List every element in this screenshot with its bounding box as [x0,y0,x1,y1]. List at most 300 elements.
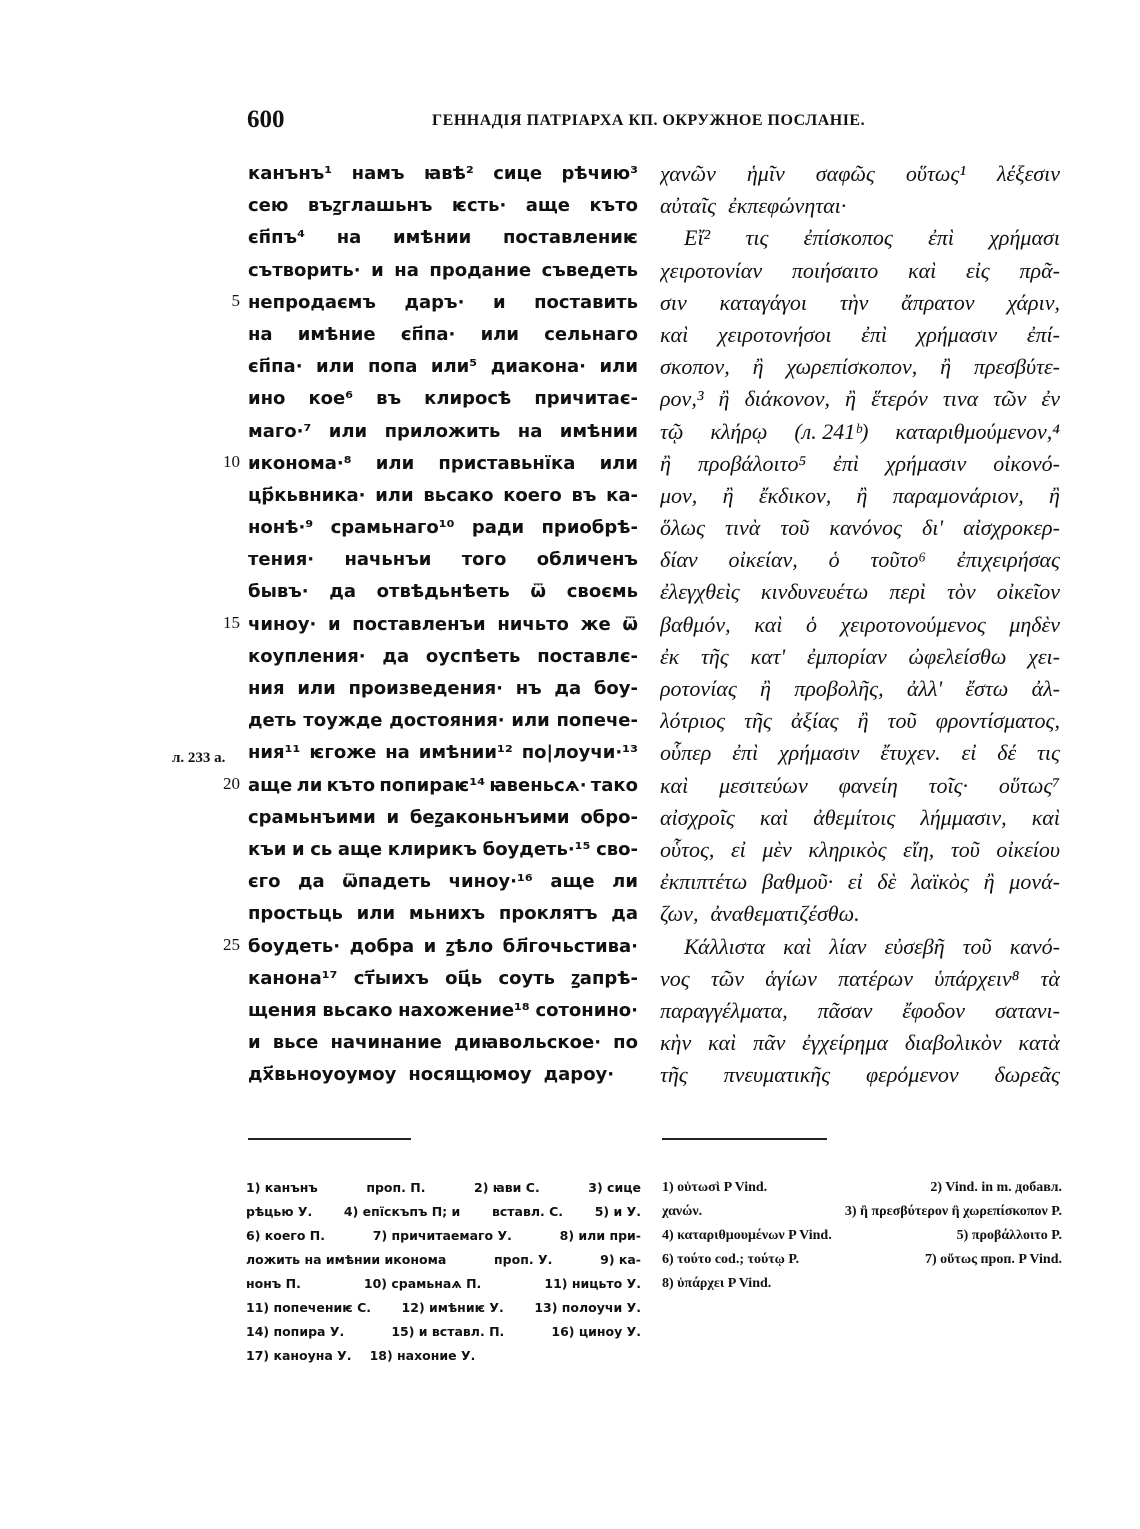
word: ἢ [857,708,869,734]
word: εἰς [966,257,990,283]
word: νος [660,965,690,991]
word: боу- [593,678,638,699]
text-line [248,448,638,480]
text-line [660,609,1060,641]
word: οἰκείαν, [728,547,798,573]
word: вьсако [322,999,393,1021]
word: καὶ [660,772,689,798]
word: εἴη, [903,836,935,862]
word: клиросѣ [424,388,512,410]
word: καὶ [708,1030,737,1056]
word: єго [248,871,281,893]
word: χανών. [662,1204,703,1219]
word: имѣнии [393,227,472,249]
word: πρεσβύτε- [973,354,1060,380]
word: 7) причитаемаго У. [372,1228,512,1243]
word: τῆς [701,643,729,669]
word: имѣнии [559,420,638,442]
text-line [660,480,1060,512]
word: єп҃па· [400,323,456,345]
word: χάριν, [1007,289,1060,315]
word: ἢ [752,354,764,380]
word: κινδυνευέτω [760,579,869,605]
word: ἢ [718,386,730,412]
word: τὰ [1040,965,1060,991]
word: εἰ [847,869,863,895]
word: ποιήσαιτο [791,257,879,283]
word: канона¹⁷ [248,967,338,989]
word: δι' [922,515,944,541]
word: 4) καταριθμουμένων P Vind. [662,1228,832,1243]
word: срамьнъими [248,806,376,828]
word: περὶ [889,579,926,605]
word: причитає- [534,388,638,410]
word: δὲ [877,869,897,895]
text-line [660,834,1060,866]
word: κανό- [1009,933,1060,959]
word: поставлє- [537,645,638,667]
word: πατέρων [838,965,914,991]
word: εἰ [961,740,977,766]
word: маго·⁷ [248,420,312,442]
word: ζων, [660,901,699,927]
word: τοῦ [780,515,810,541]
word: ἐπίσκοπος [803,225,893,251]
word: нонѣ·⁹ [248,517,314,539]
word: аще [525,195,571,217]
word: σαφῶς [815,161,875,186]
word: 10) срамьнаѧ П. [363,1276,482,1291]
word: ἐπιχειρήσας [956,547,1060,573]
word: ка- [606,484,638,506]
word: нонъ П. [246,1276,301,1291]
word: начьнъи [344,549,432,571]
word: дароу· [543,1064,615,1086]
word: φροντίσματος, [935,708,1060,734]
word: ροτονίας [660,676,737,701]
greek-column [660,158,1060,1091]
text-line [248,866,638,898]
word: поставленъи [352,613,486,635]
word: τις [745,225,769,251]
word: проп. П. [366,1180,426,1195]
text-line [660,931,1060,963]
word: поставлениѥ [502,227,638,249]
word: въꙁглашьнъ [307,195,433,217]
word: λίαν [829,933,867,959]
word: на [248,323,273,345]
word: или [375,452,415,474]
word: χειροτονίαν [660,257,763,283]
word: τοῖς· [928,772,969,798]
word: нъ [515,678,542,699]
word: бывъ· [248,581,309,603]
word: къто [326,774,376,796]
word: поставить [534,291,638,313]
word: или [511,710,550,732]
text-line [248,319,638,351]
text-line [660,319,1060,351]
word: λήμμασιν, [920,804,1007,830]
text-line [248,416,638,448]
word: τὸν [946,579,976,605]
word: попираѥ¹⁴ [379,774,486,796]
word: или [375,484,414,506]
word: δέ [997,740,1017,766]
text-line [660,190,1060,222]
word: того [461,549,507,571]
word: тако [590,774,638,796]
text-line [248,963,638,995]
word: ѿпадеть [342,871,432,893]
word: ния¹¹ [248,742,301,764]
word: сь [310,838,333,860]
word: 12) имѣниѥ У. [401,1300,504,1315]
word: ἔτυχεν. [880,740,941,766]
word: ѿ [530,581,547,603]
word: προβολῆς, [794,676,884,701]
word: и [248,1032,261,1054]
text-line [248,705,638,737]
word: αὐταῖς [660,193,717,219]
word: да [611,903,638,925]
word: ἢ [983,869,995,895]
word: иконома·⁸ [248,452,352,474]
word: да [382,645,410,667]
word: διάκονον, [744,386,831,412]
word: и [492,291,506,313]
text-line [246,1224,641,1248]
word: продание [429,259,532,281]
word: рѣцью У. [246,1204,313,1219]
word: непродаємъ [248,291,376,313]
word: дх҃вьноуоумоу [248,1064,397,1086]
line-number: 20 [223,774,240,793]
word: ὅλως [660,515,705,541]
word: τινὰ [725,515,761,541]
word: своємь [566,581,638,603]
word: 2) ꙗви С. [474,1180,540,1195]
text-line [248,351,638,383]
word: οἰκείου [996,836,1060,862]
text-line [248,737,638,769]
text-line [248,576,638,608]
text-line [662,1176,1062,1200]
word: χωρεπίσκοπον, [786,354,918,380]
word: τῆς [660,1062,688,1088]
word: χειροτονήσοι [717,321,832,347]
word: бл҃гочьстива· [502,935,638,957]
word: къи [248,838,287,860]
word: ἔφοδον [902,997,966,1023]
word: οἰκεῖον [996,579,1060,605]
word: τῶν [710,965,745,991]
word: ὁ [828,547,840,573]
word: 15) и вставл. П. [391,1324,505,1339]
word: 3) ἢ πρεσβύτερον ἢ χωρεπίσκοπον P. [844,1204,1062,1219]
text-line [660,995,1060,1027]
word: канънъ¹ [248,163,333,184]
word: παραγγέλματα, [660,997,788,1023]
text-line [248,609,638,641]
word: κὴν [660,1030,692,1056]
word: или [328,420,368,442]
word: ἐπὶ [928,225,954,251]
word: μονά- [1009,869,1060,895]
footnote-rule-left [248,1138,411,1140]
word: ἡμῖν [746,161,785,186]
word: 6) τούτο cod.; τούτῳ P. [662,1252,800,1267]
word: вставл. С. [491,1204,564,1219]
word: πᾶν [753,1030,786,1056]
word: ничьто [497,613,569,635]
text-line [246,1200,641,1224]
word: ἐπὶ [861,321,887,347]
word: ρον,³ [660,386,704,412]
text-line [248,190,638,222]
word: ἢ [660,450,671,476]
word: ἔκδικον, [758,482,832,508]
word: σατανι- [994,997,1060,1023]
word: носящюмоу [408,1064,532,1086]
word: τοῦ [887,708,917,734]
text-line [248,383,638,415]
word: οὕτως⁷ [998,772,1060,798]
word: сотонино· [535,999,638,1021]
word: τῷ [660,418,684,444]
word: Κάλλιστα [684,933,766,959]
word: τῆς [744,708,772,734]
word: ἢ [845,386,857,412]
word: произведения· [348,678,504,699]
word: коего [503,484,562,506]
text-line [660,963,1060,995]
word: βαθμοῦ· [762,869,834,895]
word: ἐκ [660,643,680,669]
word: οὗπερ [660,740,712,766]
word: 5) προβάλλοιτο P. [956,1228,1062,1243]
text-line [662,1248,1062,1272]
word: ἐπί- [1026,321,1060,347]
word: φανείη [838,772,898,798]
word: τοῦ [962,933,992,959]
text-line [660,1027,1060,1059]
text-line [660,770,1060,802]
word: цр҃кьвника· [248,484,366,506]
word: 1) οὑτωσὶ P Vind. [662,1180,768,1195]
word: τῶν [993,386,1027,412]
word: рѣчию³ [561,163,638,184]
word: ꙁѣло [445,935,494,957]
word: же [580,613,611,635]
word: отвѣдьнѣеть [376,581,510,603]
word: приобрѣ- [541,517,638,539]
text-line [248,480,638,512]
word: приставьнїка [438,452,576,474]
word: Εἴ² [684,225,711,251]
word: или [599,452,638,474]
text-line [246,1176,641,1200]
word: ἐκπεφώνηται· [728,193,847,219]
word: ѿ [622,613,638,635]
word: добра [349,935,415,957]
word: ἢ [760,676,771,701]
word: аще [248,774,293,796]
word: ὠφελείσθω [908,643,1007,669]
word: єп҃пъ⁴ [248,227,305,249]
word: ἀθεμίτοις [813,804,896,830]
word: ἐπὶ [833,450,859,476]
word: κληρικὸς [808,836,887,862]
line-number: 5 [231,291,240,310]
word: 4) епїскъпъ П; и [343,1204,461,1219]
word: тоужде [303,710,383,732]
word: χανῶν [660,161,716,186]
word: χρήμασιν [778,740,860,766]
text-line [662,1200,1062,1224]
word: (л. 241ᵇ) [794,418,869,444]
word: εἰ [730,836,746,862]
word: ли [296,774,323,796]
text-line [248,931,638,963]
word: βαθμόν, [660,611,731,637]
word: сътворить· [248,259,361,281]
text-line [248,802,638,834]
word: καὶ [1031,804,1060,830]
word: δωρεᾶς [994,1062,1060,1088]
word: и [371,259,384,281]
word: да [554,678,582,699]
text-line [662,1224,1062,1248]
word: да [298,871,325,893]
text-line [248,1059,638,1091]
text-line [660,512,1060,544]
word: 3) сице [588,1180,641,1195]
line-number: 25 [223,935,240,954]
text-line [660,898,1060,930]
word: ѥсть· [451,195,507,217]
word: нахожение¹⁸ [398,999,530,1021]
text-line [660,222,1060,254]
word: τινα [942,386,979,412]
word: намъ [351,163,405,184]
text-line [248,995,638,1027]
margin-note: л. 233 а. [172,750,226,766]
word: ради [471,517,525,539]
word: κατ' [750,643,786,669]
word: πᾶσαν [817,997,873,1023]
word: ἢ [856,482,868,508]
word: и [386,806,400,828]
word: достояния· [389,710,505,732]
word: въ [571,484,597,506]
text-line [660,416,1060,448]
word: аще [337,838,383,860]
word: χρήμασιν [916,321,998,347]
word: ꙗвѣ² [423,163,474,184]
text-line [248,770,638,802]
word: сельнаго [544,323,638,345]
word: εὐσεβῆ [884,933,945,959]
word: или [480,323,519,345]
word: и [291,838,305,860]
word: 13) полоучи У. [534,1300,641,1315]
word: τις [1037,740,1060,766]
word: щения [248,999,317,1021]
word: ἔστω [965,676,1009,701]
word: или [599,356,638,378]
word: 5) и У. [594,1204,641,1219]
word: τοῦτο⁶ [870,547,927,573]
word: сею [248,195,289,217]
text-line [660,351,1060,383]
line-number: 10 [223,452,240,471]
word: въ [376,388,402,410]
word: μηδὲν [1009,611,1060,637]
word: мьнихъ [408,903,486,925]
word: καταριθμούμενον,⁴ [895,418,1060,444]
word: ἕτερόν [871,386,928,412]
word: проклятъ [498,903,598,925]
word: сице [493,163,543,184]
word: χρήμασιν [885,450,967,476]
word: διαβολικὸν [904,1030,1002,1056]
word: ꙁапрѣ- [571,967,638,989]
word: 16) циноу У. [551,1324,641,1339]
word: по [613,1032,638,1054]
text-line [246,1344,641,1368]
word: σκοπον, [660,354,730,380]
word: сво- [596,838,638,860]
text-line [660,255,1060,287]
slavonic-column [248,158,638,1091]
word: φερόμενον [866,1062,959,1088]
word: соуть [498,967,556,989]
word: αἰσχροκερ- [963,515,1060,541]
word: ния [248,678,285,699]
word: λέξεσιν [996,161,1060,186]
word: 7) οὕτως проп. P Vind. [924,1252,1062,1267]
word: 1) канънъ [246,1180,318,1195]
footnotes-slavonic [246,1176,641,1368]
word: по|лоучи·¹³ [521,742,638,764]
text-line [660,737,1060,769]
text-line [660,158,1060,190]
word: ἀναθεματιζέσθω. [710,901,860,927]
text-line [660,705,1060,737]
word: срамьнаго¹⁰ [330,517,455,539]
word: къто [589,195,638,217]
word: чиноу· [248,613,317,635]
text-line [246,1272,641,1296]
word: οὗτος, [660,836,715,862]
word: 8) ὑπάρχει P Vind. [662,1276,772,1291]
word: χει- [1028,643,1060,669]
text-line [660,576,1060,608]
word: 8) или при- [559,1228,641,1243]
word: ὁ [806,611,818,637]
text-line [248,287,638,319]
footnote-rule-right [662,1138,827,1140]
text-line [248,1027,638,1059]
word: ст҃ыихъ [353,967,429,989]
word: на [336,227,362,249]
word: диꙗвольское· [454,1032,602,1054]
word: ино [248,388,286,410]
word: καταγάγοι [719,289,808,315]
text-line [660,641,1060,673]
word: боудеть·¹⁵ [482,838,591,860]
